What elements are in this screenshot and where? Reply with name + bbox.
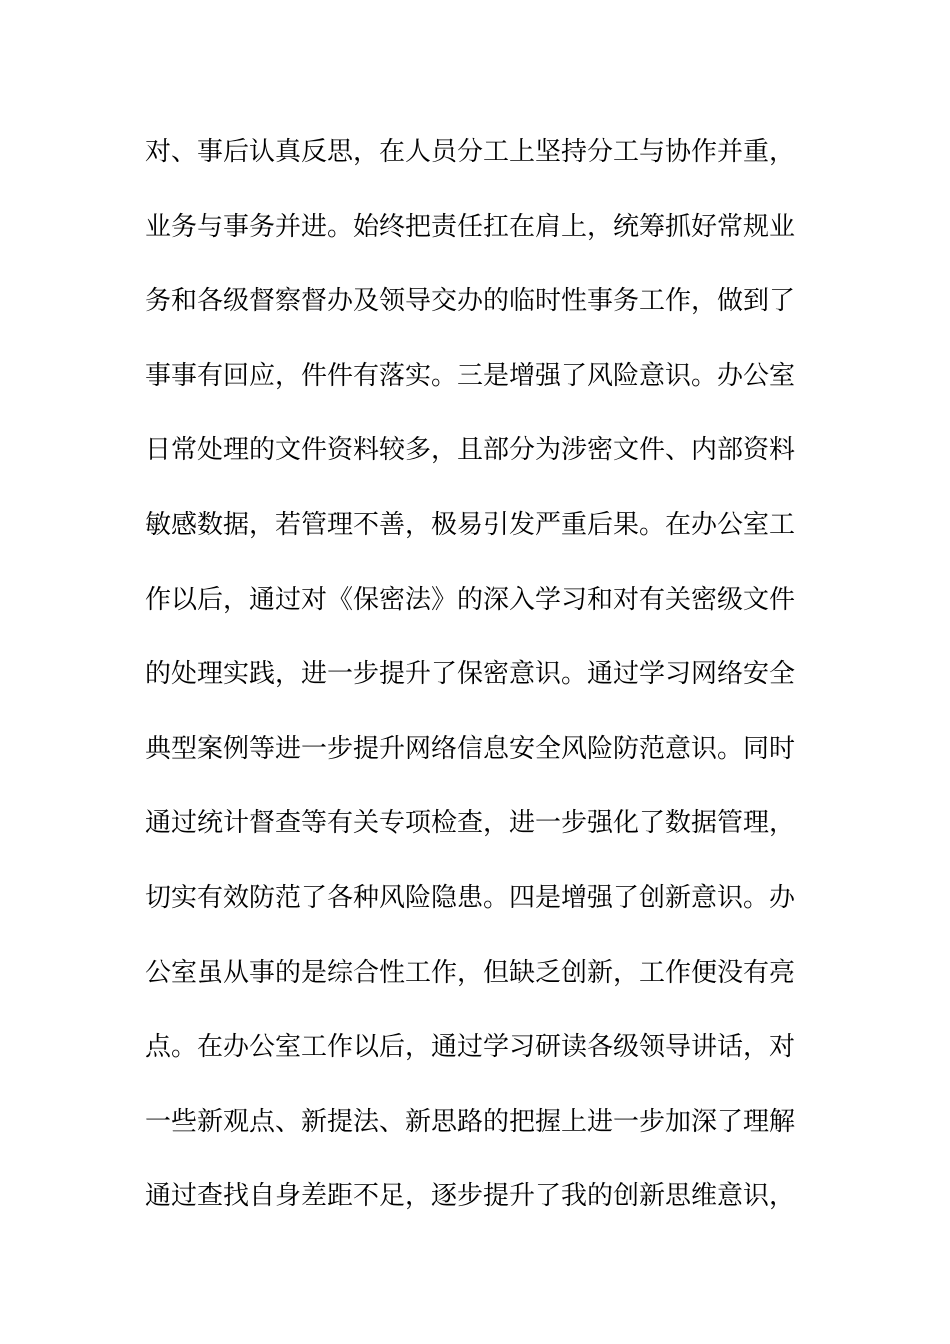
text-line-3: 务和各级督察督办及领导交办的临时性事务工作，做到了 [145,286,796,317]
text-line-5: 日常处理的文件资料较多，且部分为涉密文件、内部资料 [145,435,796,466]
text-line-7: 作以后，通过对《保密法》的深入学习和对有关密级文件 [145,584,796,615]
text-line-15: 通过查找自身差距不足，逐步提升了我的创新思维意识， [145,1181,796,1212]
text-line-12: 公室虽从事的是综合性工作，但缺乏创新，工作便没有亮 [145,957,796,988]
text-line-10: 通过统计督查等有关专项检查，进一步强化了数据管理， [145,808,796,839]
text-line-4: 事事有回应，件件有落实。三是增强了风险意识。办公室 [145,360,796,391]
text-line-2: 业务与事务并进。始终把责任扛在肩上，统筹抓好常规业 [145,211,796,242]
text-line-11: 切实有效防范了各种风险隐患。四是增强了创新意识。办 [145,882,796,913]
text-line-6: 敏感数据，若管理不善，极易引发严重后果。在办公室工 [145,509,796,540]
body-text [145,126,825,1245]
text-line-14: 一些新观点、新提法、新思路的把握上进一步加深了理解 [145,1106,796,1137]
text-line-1: 对、事后认真反思，在人员分工上坚持分工与协作并重， [145,137,796,167]
text-line-8: 的处理实践，进一步提升了保密意识。通过学习网络安全 [145,659,796,690]
text-line-13: 点。在办公室工作以后，通过学习研读各级领导讲话，对 [145,1032,796,1063]
text-line-9: 典型案例等进一步提升网络信息安全风险防范意识。同时 [145,733,796,764]
